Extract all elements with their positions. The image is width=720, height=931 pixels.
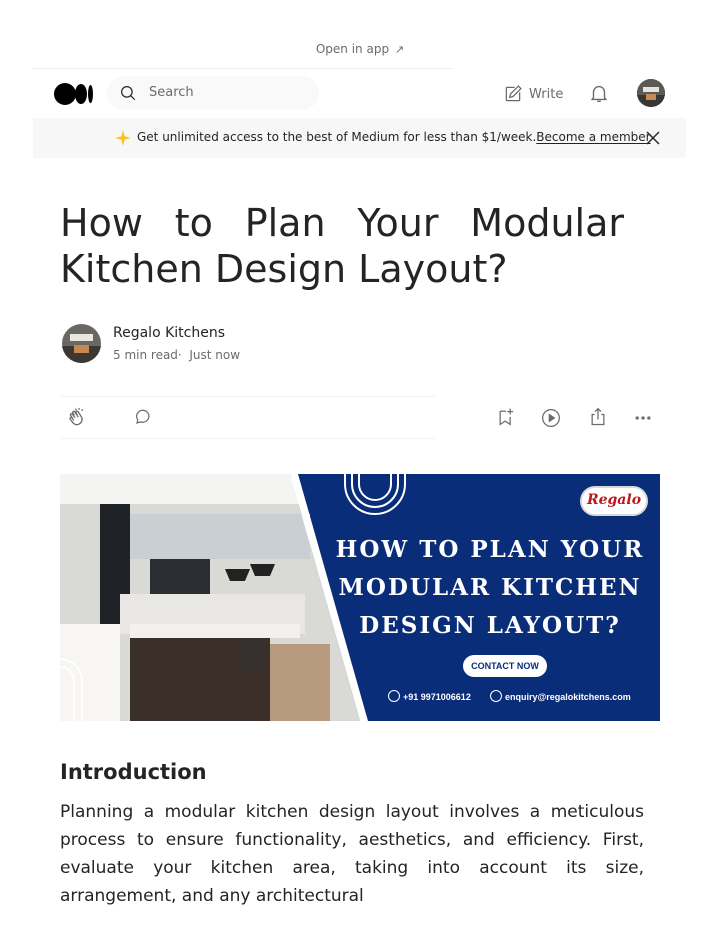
title-word: Plan bbox=[244, 201, 326, 245]
regalo-logo: Regalo bbox=[580, 486, 648, 516]
title-word: Modular bbox=[470, 201, 624, 245]
external-arrow-icon: ↗ bbox=[394, 43, 405, 56]
more-options-icon[interactable] bbox=[633, 408, 653, 428]
hero-headline bbox=[325, 531, 655, 645]
banner-text bbox=[137, 130, 651, 144]
bookmark-add-icon[interactable] bbox=[496, 407, 516, 427]
title-word: to bbox=[174, 201, 213, 245]
hero-phone bbox=[388, 690, 471, 702]
action-bar-bottom-divider bbox=[60, 438, 435, 439]
phone-number: +91 9971006612 bbox=[403, 692, 471, 702]
sparkle-icon bbox=[115, 130, 131, 146]
email-icon bbox=[490, 690, 502, 702]
action-bar-top-divider bbox=[60, 396, 435, 397]
membership-banner bbox=[33, 118, 686, 158]
author-avatar[interactable] bbox=[62, 324, 101, 363]
search-placeholder: Search bbox=[149, 85, 194, 100]
meta-separator: · bbox=[177, 348, 182, 362]
become-member-link[interactable]: Become a member bbox=[536, 130, 651, 144]
hero-headline-line: DESIGN LAYOUT? bbox=[359, 612, 621, 639]
title-word: How bbox=[60, 201, 143, 245]
search-icon bbox=[119, 84, 137, 102]
contact-now-badge: CONTACT NOW bbox=[463, 655, 547, 677]
title-word: Your bbox=[357, 201, 439, 245]
write-icon bbox=[503, 84, 523, 104]
comment-icon[interactable] bbox=[134, 408, 152, 426]
open-in-app-label: Open in app bbox=[315, 42, 390, 56]
write-label: Write bbox=[529, 86, 564, 102]
published-time: Just now bbox=[189, 348, 241, 362]
hero-email bbox=[490, 690, 631, 702]
body-paragraph: Planning a modular kitchen design layout involves a meticulous process to ensure functionality, aesthetics, and efficiency. First, evaluate your kitchen area, taking into account its size, arrangement, and any architectural bbox=[60, 802, 644, 906]
author-name-link[interactable]: Regalo Kitchens bbox=[113, 325, 225, 341]
article-meta bbox=[113, 348, 240, 362]
user-avatar[interactable] bbox=[637, 79, 665, 107]
search-input[interactable] bbox=[107, 76, 319, 110]
hero-headline-line: HOW TO PLAN YOUR bbox=[335, 536, 645, 563]
section-heading: Introduction bbox=[60, 760, 207, 784]
email-address: enquiry@regalokitchens.com bbox=[505, 692, 631, 702]
share-icon[interactable] bbox=[588, 407, 608, 427]
article-title bbox=[60, 200, 624, 292]
top-divider bbox=[33, 68, 453, 69]
read-time: 5 min read bbox=[113, 348, 178, 362]
clap-icon[interactable] bbox=[66, 407, 88, 429]
title-line-2: Kitchen Design Layout? bbox=[60, 247, 508, 291]
author-avatar-image bbox=[62, 324, 101, 363]
notifications-bell-icon[interactable] bbox=[588, 82, 610, 104]
open-in-app-link[interactable] bbox=[0, 42, 720, 56]
title-line-1 bbox=[60, 200, 624, 246]
phone-icon bbox=[388, 690, 400, 702]
hero-image bbox=[60, 474, 660, 721]
hero-headline-line: MODULAR KITCHEN bbox=[338, 574, 642, 601]
banner-message: Get unlimited access to the best of Medium for less than $1/week. bbox=[137, 130, 537, 144]
top-navbar bbox=[33, 74, 686, 114]
write-button[interactable] bbox=[503, 83, 563, 105]
close-icon[interactable] bbox=[645, 130, 661, 146]
listen-play-icon[interactable] bbox=[541, 408, 561, 428]
medium-logo-icon[interactable] bbox=[54, 83, 94, 105]
avatar-image bbox=[637, 79, 665, 107]
